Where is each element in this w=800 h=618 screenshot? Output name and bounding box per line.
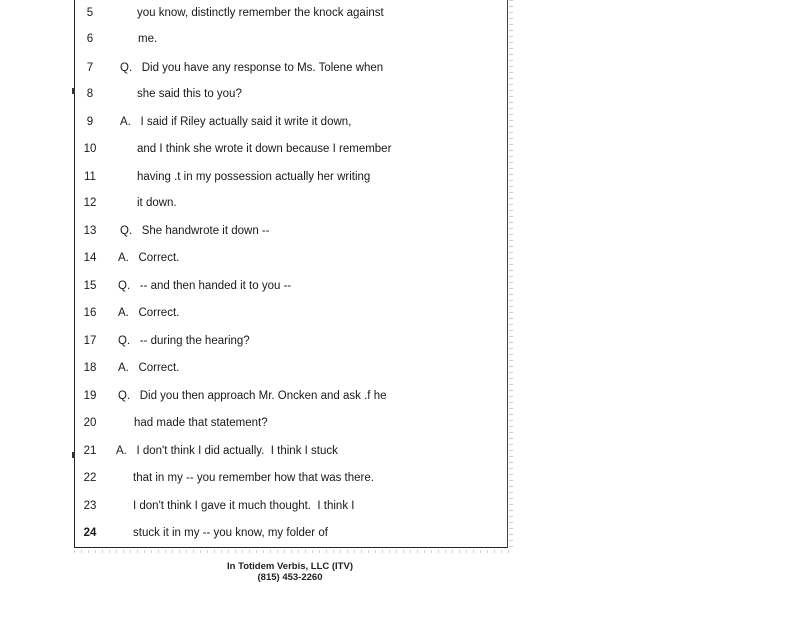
line-number: 11 [84,171,96,183]
line-number: 22 [83,472,97,484]
transcript-line [0,330,520,352]
scan-bottom-noise [74,550,512,553]
transcript-line [0,412,520,434]
footer-company: In Totidem Verbis, LLC (ITV) [227,561,353,572]
line-text: she said this to you? [137,88,242,100]
line-text: me. [138,33,158,45]
line-number: 5 [86,7,94,19]
line-number: 16 [83,307,97,319]
line-text: Q. Did you then approach Mr. Oncken and ask .f he [118,390,387,402]
line-number: 24 [83,527,97,539]
transcript-line [0,467,520,489]
line-number: 9 [86,116,94,128]
line-text: Q. Did you have any response to Ms. Tolene when [120,62,384,74]
transcript-line [0,2,520,24]
transcript-line [0,192,520,214]
line-text: you know, distinctly remember the knock against [137,7,384,19]
transcript-line [0,385,520,407]
line-text: A. I said if Riley actually said it write it down, [120,116,352,128]
line-text: Q. -- during the hearing? [118,335,250,347]
line-number: 8 [86,88,94,100]
line-number: 13 [83,225,97,237]
transcript-line [0,522,520,544]
line-number: 7 [86,62,94,74]
transcript-line [0,495,520,517]
line-number: 23 [83,500,97,512]
transcript-line [0,57,520,79]
transcript-line [0,28,520,50]
transcript-line [0,302,520,324]
line-number: 12 [83,197,97,209]
line-text: A. Correct. [118,362,180,374]
line-text: Q. -- and then handed it to you -- [118,280,292,292]
transcript-line [0,138,520,160]
line-text: Q. She handwrote it down -- [120,225,270,237]
line-text: having .t in my possession actually her writing [137,171,371,183]
transcript-line [0,357,520,379]
transcript-line [0,166,520,188]
line-text: and I think she wrote it down because I remember [137,143,392,155]
transcript-line [0,275,520,297]
footer-phone: (815) 453-2260 [257,572,323,583]
line-text: stuck it in my -- you know, my folder of [133,527,328,539]
line-text: that in my -- you remember how that was there. [133,472,374,484]
line-text: A. I don't think I did actually. I think I stuck [116,445,338,457]
transcript-line [0,220,520,242]
line-number: 18 [83,362,97,374]
line-number: 20 [83,417,97,429]
line-text: A. Correct. [118,307,180,319]
line-number: 6 [86,33,94,45]
transcript-line [0,440,520,462]
line-text: had made that statement? [134,417,268,429]
line-number: 21 [83,445,97,457]
line-number: 10 [83,143,97,155]
transcript-line [0,83,520,105]
transcript-line [0,247,520,269]
line-number: 19 [83,390,97,402]
line-number: 17 [83,335,97,347]
line-text: I don't think I gave it much thought. I think I [133,500,355,512]
line-number: 14 [83,252,97,264]
line-text: A. Correct. [118,252,180,264]
line-number: 15 [83,280,97,292]
transcript-line [0,111,520,133]
line-text: it down. [137,197,177,209]
